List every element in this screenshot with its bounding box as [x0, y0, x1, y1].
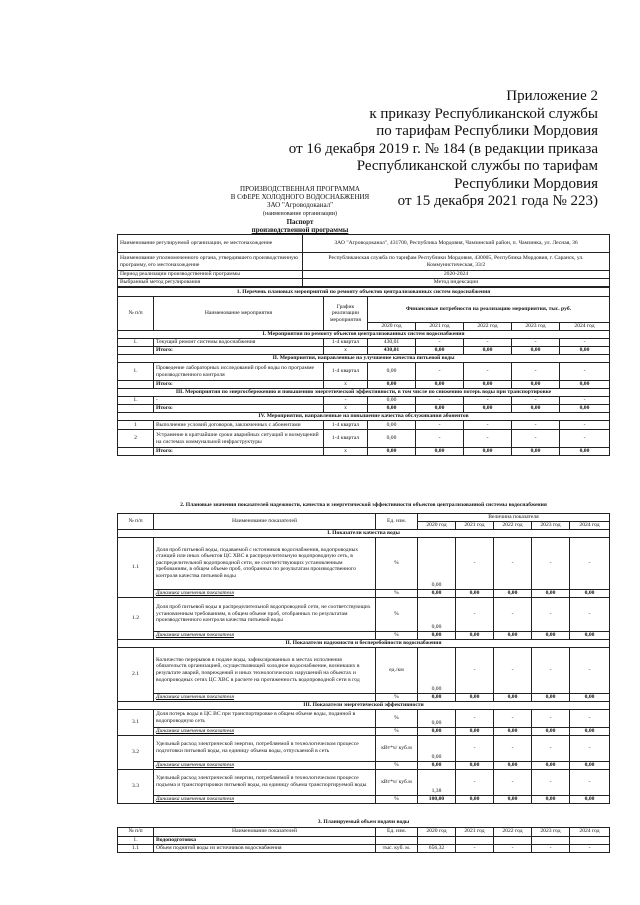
cell: Динамика изменения показателя [154, 631, 376, 639]
cell: 0,00 [456, 589, 494, 597]
table-row [118, 769, 610, 795]
passport-row [118, 253, 610, 271]
cell: - [512, 421, 560, 430]
cell: - [494, 735, 532, 761]
cell: 0,00 [418, 589, 456, 597]
cell: % [376, 709, 418, 727]
cell: 0,00 [560, 381, 610, 389]
cell: - [456, 647, 494, 693]
cell: 100,00 [418, 795, 456, 803]
passport-row [118, 279, 610, 287]
cell: 0,00 [570, 795, 610, 803]
cell: 0,00 [456, 631, 494, 639]
program-titles [150, 185, 450, 234]
cell: 0,00 [532, 727, 570, 735]
cell: 1.1 [118, 537, 154, 597]
cell: - [512, 397, 560, 405]
table-row [118, 537, 610, 589]
cell: х [324, 347, 368, 355]
cell: 1-4 квартал [324, 339, 368, 347]
cell: 0,00 [532, 795, 570, 803]
table-row [118, 844, 610, 852]
cell: % [376, 727, 418, 735]
cell: Удельный расход электрической энергии, потребляемой в технологическом процессе подготовки питьевой воды, на единицу объема воды, отпускаемой в сеть [154, 735, 376, 761]
year-header: 2023 год [532, 521, 570, 529]
cell: 0,00 [570, 727, 610, 735]
cell: Динамика изменения показателя [154, 795, 376, 803]
cell: 0,00 [570, 761, 610, 769]
header-line: по тарифам Республики Мордовия [376, 123, 598, 139]
column-header: Финансовые потребности на реализацию мероприятия, тыс. руб. [368, 297, 610, 323]
cell: - [570, 709, 610, 727]
cell: - [532, 769, 570, 795]
cell: Водоподготовка [154, 836, 376, 844]
cell: % [376, 761, 418, 769]
cell: - [560, 363, 610, 381]
cell: % [376, 631, 418, 639]
cell: Итого: [154, 405, 324, 413]
table-row [118, 647, 610, 693]
section-heading: III. Мероприятия по энергосбережению и повышению энергетической эффективности, в том числе по снижению потерь воды при транспортировке [118, 389, 610, 397]
cell: - [154, 397, 324, 405]
cell: - [532, 709, 570, 727]
cell: - [512, 430, 560, 448]
cell: 0,00 [418, 693, 456, 701]
cell: - [560, 430, 610, 448]
header-line: Приложение 2 [506, 88, 598, 104]
cell: Динамика изменения показателя [154, 727, 376, 735]
passport-title: Паспорт [286, 217, 314, 226]
cell: 1. [118, 836, 154, 844]
cell: % [376, 795, 418, 803]
cell: - [494, 709, 532, 727]
table-header-row [118, 827, 610, 836]
cell: 0,00 [494, 693, 532, 701]
cell: - [416, 363, 464, 381]
cell: 3.2 [118, 735, 154, 769]
cell: - [570, 647, 610, 693]
table-header-row [118, 513, 610, 521]
cell: 0,00 [456, 693, 494, 701]
header-line: Республики Мордовия [454, 175, 598, 192]
passport-label: Наименование регулируемой организации, ее местонахождение [118, 235, 303, 253]
cell: - [456, 597, 494, 631]
passport-value: ЗАО "Агроводоканал", 431700, Республика Мордовия, Чамзинский район, п. Чамзинка, ул. Лесная, 36 [303, 235, 610, 253]
cell: Динамика изменения показателя [154, 693, 376, 701]
header-line: к приказу Республиканской службы [369, 105, 598, 122]
passport-row [118, 271, 610, 279]
year-header: 2021 год [456, 827, 494, 836]
year-header: 2023 год [532, 827, 570, 836]
cell: - [456, 735, 494, 761]
cell: 0,00 [368, 381, 416, 389]
cell: Выполнение условий договоров, заключенных с абонентами [154, 421, 324, 430]
cell: - [570, 597, 610, 631]
cell: 0,00 [570, 631, 610, 639]
cell: 0,00 [494, 795, 532, 803]
table-row [118, 421, 610, 430]
cell: 0,00 [418, 709, 456, 727]
cell: 3.1 [118, 709, 154, 735]
column-header: Наименование мероприятия [154, 297, 324, 331]
cell: 0,00 [464, 448, 512, 456]
cell: 0,00 [418, 761, 456, 769]
cell: 0,00 [464, 347, 512, 355]
cell: 0,00 [494, 589, 532, 597]
column-header: Ед. изм. [376, 513, 418, 529]
cell: % [376, 693, 418, 701]
year-header: 2022 год [494, 521, 532, 529]
table-row [118, 339, 610, 347]
passport-value: 2020-2024 [303, 271, 610, 279]
column-header: Наименование показателей [154, 827, 376, 836]
passport-value: Республиканская служба по тарифам Республики Мордовия, 430005, Республика Мордовия, г. Саранск, ул. Коммунистическая, 33/2 [303, 253, 610, 271]
cell: Текущий ремонт системы водоснабжения [154, 339, 324, 347]
cell: 1 [118, 421, 154, 430]
passport-label: Наименование уполномоченного органа, утвердившего производственную программу, его местонахождение [118, 253, 303, 271]
table-row [118, 735, 610, 761]
table-row [118, 397, 610, 405]
section-heading: I. Мероприятия по ремонту объектов централизованных систем водоснабжения [118, 331, 610, 339]
cell: - [416, 397, 464, 405]
column-header: № п/п [118, 827, 154, 836]
cell: 0,00 [368, 363, 416, 381]
section-heading: I. Показатели качества воды [118, 529, 610, 537]
cell: % [376, 537, 418, 589]
cell: тыс. куб. м. [376, 844, 418, 852]
table-row [118, 597, 610, 631]
passport-row [118, 235, 610, 253]
cell: 1. [118, 339, 154, 347]
cell: 0,00 [560, 347, 610, 355]
year-header: 2022 год [494, 827, 532, 836]
dynamics-row [118, 693, 610, 701]
cell: - [416, 339, 464, 347]
cell: Количество перерывов в подаче воды, зафиксированных в местах исполнения обязательств организацией, осуществляющей холодное водоснабжение, возникших в результате аварий, повреждений и иных технологических нарушений на объектах и водопроводных сетях ЦС ХВС в расчете на протяженность водопроводной сети в год [154, 647, 376, 693]
cell: 1.2 [118, 597, 154, 639]
cell: - [532, 537, 570, 589]
cell: 0,00 [456, 727, 494, 735]
cell: 3.3 [118, 769, 154, 803]
cell: Удельный расход электрической энергии, потребляемой в технологическом процессе подъема и транспортировки питьевой воды, на единицу объема транспортируемой воды [154, 769, 376, 795]
cell: 1.1 [118, 844, 154, 852]
cell: 0,00 [418, 647, 456, 693]
cell: 0,00 [532, 589, 570, 597]
table-caption: 1. Перечень плановых мероприятий по ремонту объектов централизованных систем водоснабжения [118, 288, 610, 297]
cell: - [494, 597, 532, 631]
table-caption: 3. Планируемый объем подачи воды [317, 819, 410, 826]
cell: - [324, 397, 368, 405]
cell: - [494, 769, 532, 795]
table-row [118, 430, 610, 448]
section-heading: III. Показатели энергетической эффективности [118, 701, 610, 709]
cell: - [560, 339, 610, 347]
cell: кВт*ч/ куб.м [376, 769, 418, 795]
column-header: Величина показателя [418, 513, 610, 521]
organization-caption: (наименование организации) [263, 210, 337, 217]
cell: - [570, 844, 610, 852]
cell: кВт*ч/ куб.м [376, 735, 418, 761]
cell: 0,00 [512, 381, 560, 389]
cell: - [464, 421, 512, 430]
repair-measures-table [117, 287, 610, 456]
cell: 0,00 [532, 693, 570, 701]
cell: 2 [118, 430, 154, 448]
cell: 430,01 [368, 347, 416, 355]
total-row [118, 405, 610, 413]
cell: 0,00 [416, 381, 464, 389]
program-subtitle: В СФЕРЕ ХОЛОДНОГО ВОДОСНАБЖЕНИЯ [230, 193, 370, 202]
cell: 0,00 [560, 448, 610, 456]
cell: 0,00 [418, 631, 456, 639]
passport-label: Период реализации производственной программы [118, 271, 303, 279]
total-row [118, 448, 610, 456]
cell: Доля проб питьевой воды, подаваемой с источников водоснабжения, водопроводных станций или иных объектов ЦС ХВС в распределительную водопроводную сеть, в распределительной водопроводной сети, не соответствующих установленным требованиям, в общем объеме проб, отобранных по результатам производственного контроля качества питьевой воды [154, 537, 376, 589]
year-header: 2020 год [418, 521, 456, 529]
year-header: 2021 год [416, 323, 464, 331]
cell: Динамика изменения показателя [154, 761, 376, 769]
cell: 0,00 [416, 347, 464, 355]
passport-label: Выбранный метод регулирования [118, 279, 303, 287]
section-heading: IV. Мероприятия, направленные на повышение качества обслуживания абонентов [118, 413, 610, 421]
cell: 0,00 [494, 761, 532, 769]
year-header: 2023 год [512, 323, 560, 331]
table-row [118, 836, 610, 844]
year-header: 2024 год [560, 323, 610, 331]
cell: ед./км [376, 647, 418, 693]
cell: - [512, 339, 560, 347]
column-header: № п/п [118, 297, 154, 331]
column-header: График реализации мероприятия [324, 297, 368, 331]
cell: 0,00 [418, 537, 456, 589]
cell: Объем поднятой воды из источников водоснабжения [154, 844, 376, 852]
cell: 2.1 [118, 647, 154, 701]
dynamics-row [118, 727, 610, 735]
cell: - [456, 769, 494, 795]
cell: 0,00 [418, 735, 456, 761]
cell: 0,00 [456, 795, 494, 803]
cell: 0,00 [418, 727, 456, 735]
cell: - [416, 430, 464, 448]
cell: - [570, 537, 610, 589]
cell: 0,00 [368, 448, 416, 456]
cell: - [560, 421, 610, 430]
dynamics-row [118, 631, 610, 639]
cell: 0,00 [368, 430, 416, 448]
cell: 1-4 квартал [324, 430, 368, 448]
cell: 0,00 [512, 347, 560, 355]
cell: 0,00 [416, 405, 464, 413]
year-header: 2021 год [456, 521, 494, 529]
passport-value: Метод индексации [303, 279, 610, 287]
passport-subtitle: производственной программы [251, 226, 349, 235]
total-row [118, 381, 610, 389]
indicators-table [117, 499, 610, 804]
year-header: 2024 год [570, 827, 610, 836]
dynamics-row [118, 795, 610, 803]
cell: - [560, 397, 610, 405]
passport-table [117, 234, 610, 287]
dynamics-row [118, 761, 610, 769]
cell: - [532, 597, 570, 631]
cell: - [416, 421, 464, 430]
cell: 1,38 [418, 769, 456, 795]
cell: 0,00 [494, 631, 532, 639]
cell: 1. [118, 397, 154, 405]
cell: 1-4 квартал [324, 363, 368, 381]
cell: 1. [118, 363, 154, 381]
cell: 0,00 [512, 405, 560, 413]
cell: - [494, 647, 532, 693]
cell: 0,00 [464, 381, 512, 389]
cell: 0,00 [416, 448, 464, 456]
cell: - [494, 537, 532, 589]
table-row [118, 363, 610, 381]
cell: Доля потерь воды в ЦС ВС при транспортировке в общем объеме воды, поданной в водопроводную сеть [154, 709, 376, 727]
column-header: № п/п [118, 513, 154, 529]
cell: - [464, 363, 512, 381]
cell: Итого: [154, 347, 324, 355]
organization-name: ЗАО "Агроводоканал" [266, 201, 334, 210]
cell: х [324, 381, 368, 389]
cell: - [464, 397, 512, 405]
header-line: от 16 декабря 2019 г. № 184 (в редакции приказа [288, 140, 598, 157]
cell: х [324, 405, 368, 413]
section-heading: II. Показатели надежности и бесперебойности водоснабжения [118, 639, 610, 647]
cell: - [570, 735, 610, 761]
cell: Динамика изменения показателя [154, 589, 376, 597]
cell: 0,00 [418, 597, 456, 631]
cell: Итого: [154, 381, 324, 389]
cell: 430,01 [368, 339, 416, 347]
cell: - [464, 339, 512, 347]
cell: % [376, 597, 418, 631]
cell: 0,00 [570, 693, 610, 701]
cell: 0,00 [532, 631, 570, 639]
cell: 0,00 [560, 405, 610, 413]
cell: 0,00 [512, 448, 560, 456]
cell: Итого: [154, 448, 324, 456]
cell: - [456, 844, 494, 852]
cell: 656,32 [418, 844, 456, 852]
total-row [118, 347, 610, 355]
year-header: 2020 год [368, 323, 416, 331]
cell: 0,00 [368, 397, 416, 405]
water-supply-volume-table [117, 819, 610, 853]
cell: 0,00 [368, 405, 416, 413]
cell: 0,00 [368, 421, 416, 430]
header-line: от 15 декабря 2021 года № 223) [397, 193, 598, 209]
cell: - [532, 844, 570, 852]
table-header-row [118, 297, 610, 323]
cell: Устранение в кратчайшие сроки аварийных ситуаций и возмущений на системах коммунальной инфраструктуры [154, 430, 324, 448]
cell: 0,00 [570, 589, 610, 597]
cell: 0,00 [494, 727, 532, 735]
program-title: ПРОИЗВОДСТВЕННАЯ ПРОГРАММА [240, 185, 360, 193]
cell: - [532, 647, 570, 693]
year-header: 2020 год [418, 827, 456, 836]
year-header: 2024 год [570, 521, 610, 529]
cell: - [494, 844, 532, 852]
cell: % [376, 589, 418, 597]
cell: - [512, 363, 560, 381]
cell: - [456, 537, 494, 589]
year-header: 2022 год [464, 323, 512, 331]
cell: х [324, 448, 368, 456]
cell: 0,00 [532, 761, 570, 769]
cell: - [532, 735, 570, 761]
cell: - [456, 709, 494, 727]
table-caption: 2. Плановые значения показателей надежности, качества и энергетической эффективности объектов централизованной системы водоснабжения [180, 502, 547, 509]
table-row [118, 709, 610, 727]
cell: 0,00 [456, 761, 494, 769]
section-heading: II. Мероприятия, направленные на улучшение качества питьевой воды [118, 355, 610, 363]
cell: - [464, 430, 512, 448]
column-header: Ед. изм. [376, 827, 418, 836]
dynamics-row [118, 589, 610, 597]
cell: - [570, 769, 610, 795]
cell: 0,00 [464, 405, 512, 413]
header-line: Республиканской службы по тарифам [356, 158, 598, 174]
cell: Проведение лабораторных исследований проб воды по программе производственного контроля [154, 363, 324, 381]
column-header: Наименование показателей [154, 513, 376, 529]
cell: 1-4 квартал [324, 421, 368, 430]
cell: Доля проб питьевой воды в распределительной водопроводной сети, не соответствующих установленным требованиям, в общем объеме проб, отобранных по результатам производственного контроля качества питьевой воды [154, 597, 376, 631]
